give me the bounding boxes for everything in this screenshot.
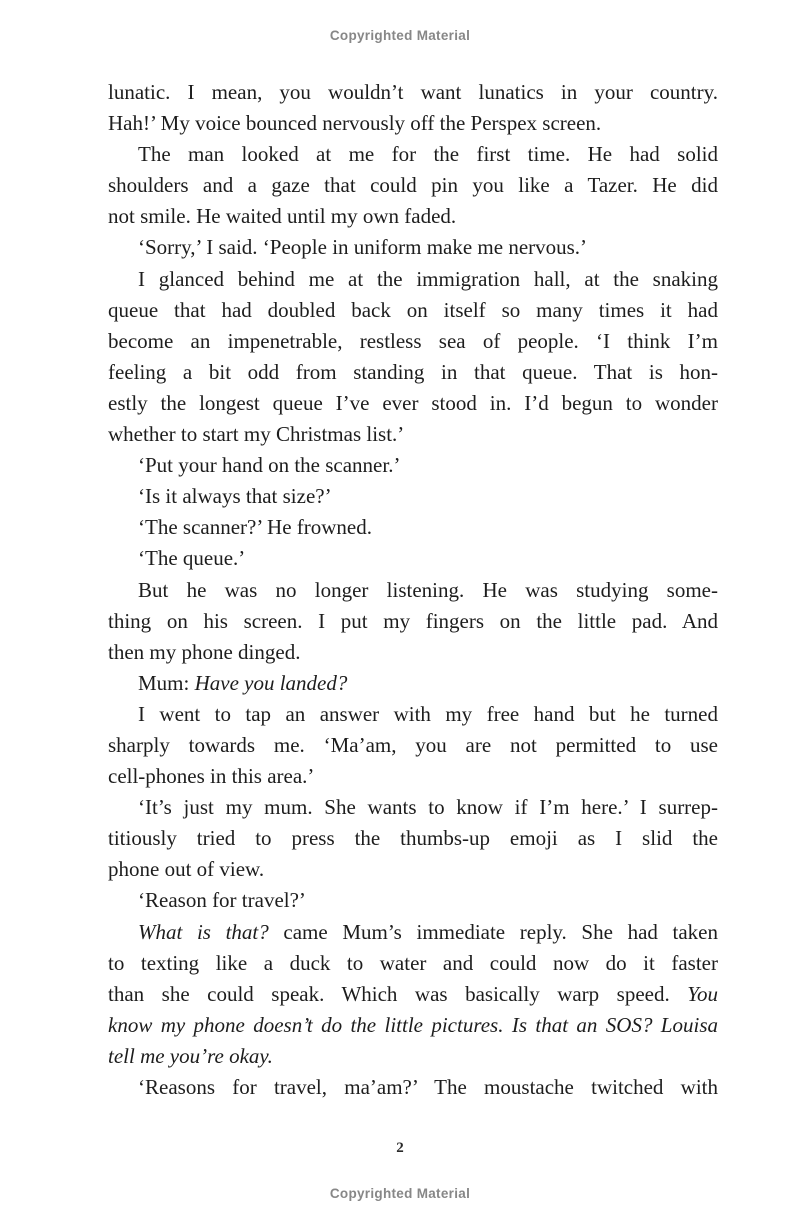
text-segment: came Mum’s immediate reply. She had taken	[268, 919, 718, 944]
text-line	[108, 543, 718, 574]
text-segment: ‘The queue.’	[138, 546, 246, 571]
italic-text-segment: tell me you’re okay.	[108, 1043, 273, 1068]
italic-text-segment: Have you landed?	[194, 670, 348, 695]
text-line	[108, 201, 718, 232]
text-line	[108, 761, 718, 792]
text-line	[108, 917, 718, 948]
text-line	[108, 357, 718, 388]
text-line	[108, 295, 718, 326]
text-line	[108, 326, 718, 357]
copyright-notice-top: Copyrighted Material	[329, 28, 471, 43]
text-line	[108, 730, 718, 761]
text-line	[108, 419, 718, 450]
text-line	[108, 1010, 718, 1041]
text-line	[108, 450, 718, 481]
text-segment: shoulders and a gaze that could pin you like a Tazer. He did	[108, 173, 718, 198]
text-line	[108, 108, 718, 139]
text-segment: then my phone dinged.	[108, 639, 301, 664]
text-segment: I went to tap an answer with my free hand but he turned	[138, 701, 718, 726]
text-line	[108, 170, 718, 201]
text-line	[108, 792, 718, 823]
text-segment: titiously tried to press the thumbs-up emoji as I slid the	[108, 826, 718, 851]
text-segment: ‘It’s just my mum. She wants to know if I’m here.’ I surrep-	[138, 795, 718, 820]
text-segment: estly the longest queue I’ve ever stood in. I’d begun to wonder	[108, 390, 718, 415]
text-segment: But he was no longer listening. He was studying some-	[138, 577, 718, 602]
text-segment: Mum:	[138, 670, 195, 695]
text-line	[108, 481, 718, 512]
text-segment: become an impenetrable, restless sea of people. ‘I think I’m	[108, 328, 718, 353]
text-line	[108, 232, 718, 263]
text-segment: ‘Reasons for travel, ma’am?’ The moustache twitched with	[138, 1075, 718, 1099]
text-segment: feeling a bit odd from standing in that queue. That is hon-	[108, 359, 718, 384]
text-segment: ‘Is it always that size?’	[138, 484, 332, 509]
text-segment: cell-phones in this area.’	[108, 764, 315, 789]
copyright-notice-bottom: Copyrighted Material	[329, 1186, 471, 1201]
text-line	[108, 388, 718, 419]
text-line	[108, 1041, 718, 1072]
text-line	[108, 668, 718, 699]
text-line	[108, 139, 718, 170]
text-line	[108, 264, 718, 295]
text-line	[108, 979, 718, 1010]
italic-text-segment: You	[687, 981, 718, 1006]
text-line	[108, 1072, 718, 1103]
text-line	[108, 512, 718, 543]
text-segment: ‘Put your hand on the scanner.’	[138, 453, 401, 478]
text-segment: I glanced behind me at the immigration hall, at the snaking	[138, 266, 718, 291]
text-line	[108, 699, 718, 730]
text-segment: ‘Sorry,’ I said. ‘People in uniform make me nervous.’	[138, 235, 588, 260]
text-segment: than she could speak. Which was basically warp speed.	[108, 981, 688, 1006]
text-line	[108, 77, 718, 108]
text-segment: ‘Reason for travel?’	[138, 888, 306, 913]
text-segment: Hah!’ My voice bounced nervously off the Perspex screen.	[108, 111, 602, 136]
text-segment: queue that had doubled back on itself so many times it had	[108, 297, 718, 322]
text-segment: ‘The scanner?’ He frowned.	[138, 515, 372, 540]
italic-text-segment: What is that?	[138, 919, 269, 944]
text-segment: sharply towards me. ‘Ma’am, you are not permitted to use	[108, 732, 718, 757]
text-segment: whether to start my Christmas list.’	[108, 422, 405, 447]
book-text	[108, 77, 718, 1103]
italic-text-segment: know my phone doesn’t do the little pictures. Is that an SOS? Louisa	[108, 1012, 718, 1037]
page-number: 2	[396, 1140, 404, 1156]
text-line	[108, 606, 718, 637]
text-line	[108, 823, 718, 854]
text-segment: lunatic. I mean, you wouldn’t want lunatics in your country.	[108, 80, 718, 104]
text-segment: The man looked at me for the first time. He had solid	[138, 142, 718, 167]
text-segment: thing on his screen. I put my fingers on the little pad. And	[108, 608, 718, 633]
text-line	[108, 948, 718, 979]
text-line	[108, 885, 718, 916]
text-segment: not smile. He waited until my own faded.	[108, 204, 457, 229]
text-line	[108, 575, 718, 606]
text-line	[108, 637, 718, 668]
text-segment: phone out of view.	[108, 857, 265, 882]
text-line	[108, 854, 718, 885]
text-segment: to texting like a duck to water and could now do it faster	[108, 950, 718, 975]
